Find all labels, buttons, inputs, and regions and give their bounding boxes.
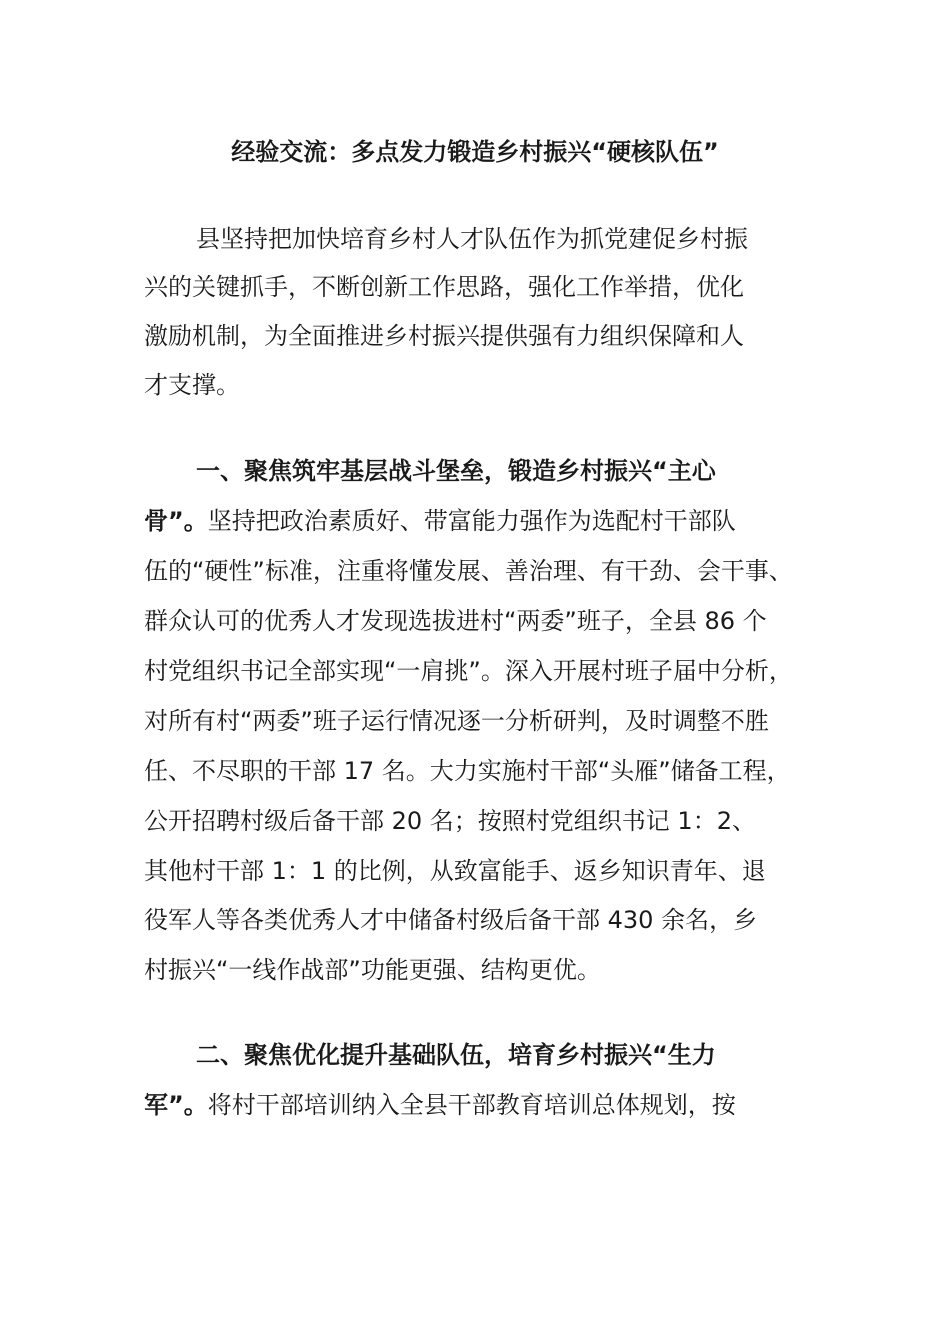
- section1-heading-text: 一、聚焦筑牢基层战斗堡垒，锻造乡村振兴“主心: [196, 457, 716, 485]
- document-title: 经验交流：多点发力锻造乡村振兴“硬核队伍”: [231, 138, 719, 166]
- section1-line-7: 任、不尽职的干部 17 名。大力实施村干部“头雁”储备工程，: [144, 757, 791, 785]
- section1-line-2: [144, 503, 736, 539]
- section1-line-9: 其他村干部 1：1 的比例，从致富能手、返乡知识青年、退: [144, 857, 766, 885]
- section1-heading: [196, 453, 716, 489]
- section1-line-11: 村振兴“一线作战部”功能更强、结构更优。: [144, 956, 601, 984]
- section2-line-2: [144, 1087, 736, 1123]
- section1-line-2-text: 坚持把政治素质好、带富能力强作为选配村干部队: [207, 507, 736, 535]
- intro-line-3: 激励机制，为全面推进乡村振兴提供强有力组织保障和人: [144, 322, 744, 350]
- section1-line-5: 村党组织书记全部实现“一肩挑”。深入开展村班子届中分析，: [144, 657, 793, 685]
- intro-line-4: 才支撑。: [144, 371, 240, 399]
- section1-line-4: 群众认可的优秀人才发现选拔进村“两委”班子，全县 86 个: [144, 607, 767, 635]
- section2-heading: [196, 1037, 716, 1073]
- section1-line-10: 役军人等各类优秀人才中储备村级后备干部 430 余名，乡: [144, 906, 758, 934]
- intro-line-2: 兴的关键抓手，不断创新工作思路，强化工作举措，优化: [144, 273, 744, 301]
- section1-line-3: 伍的“硬性”标准，注重将懂发展、善治理、有干劲、会干事、: [144, 557, 793, 585]
- section2-heading-text: 二、聚焦优化提升基础队伍，培育乡村振兴“生力: [196, 1041, 716, 1069]
- section2-line-2-text: 将村干部培训纳入全县干部教育培训总体规划，按: [207, 1091, 736, 1119]
- section1-heading-end: 骨”。: [144, 507, 208, 535]
- section2-heading-end: 军”。: [144, 1091, 208, 1119]
- section1-line-8: 公开招聘村级后备干部 20 名；按照村党组织书记 1：2、: [144, 807, 756, 835]
- section1-line-6: 对所有村“两委”班子运行情况逐一分析研判，及时调整不胜: [144, 707, 769, 735]
- intro-line-1: 县坚持把加快培育乡村人才队伍作为抓党建促乡村振: [196, 225, 748, 253]
